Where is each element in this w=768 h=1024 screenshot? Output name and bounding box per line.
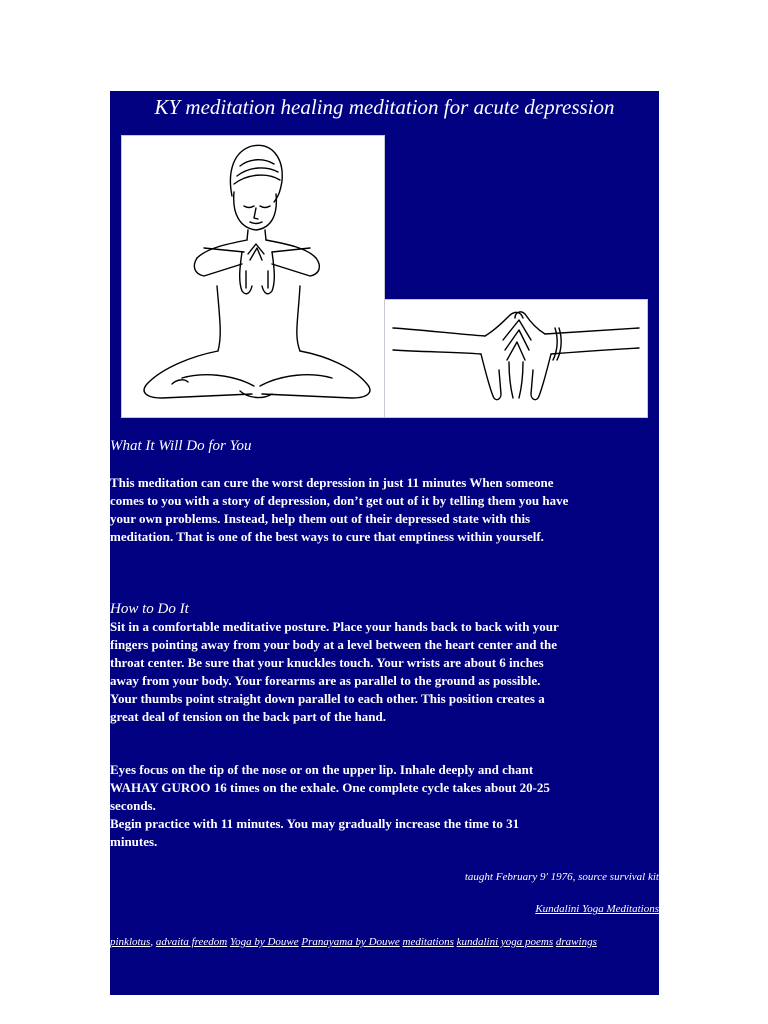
text-line: away from your body. Your forearms are as parallel to the ground as possible. (110, 673, 541, 688)
text-line: WAHAY GUROO 16 times on the exhale. One complete cycle takes about 20-25 (110, 780, 550, 795)
kundalini-yoga-meditations-link[interactable]: Kundalini Yoga Meditations (535, 903, 659, 915)
text-line: your own problems. Instead, help them out of their depressed state with this (110, 511, 531, 526)
text-line: throat center. Be sure that your knuckles touch. Your wrists are about 6 inches (110, 655, 544, 670)
source-credit: taught February 9' 1976, source survival kit (464, 871, 659, 883)
benefits-paragraph (110, 474, 659, 546)
text-line: Sit in a comfortable meditative posture. Place your hands back to back with your (110, 619, 559, 634)
text-line: seconds. (110, 798, 156, 813)
text-line: Begin practice with 11 minutes. You may gradually increase the time to 31 (110, 816, 520, 831)
footer-links: pinklotus, advaita freedom Yoga by Douwe Pranayama by Douwe meditations kundalini yoga poems drawings (110, 936, 597, 948)
text-line: fingers pointing away from your body at a level between the heart center and the (110, 637, 558, 652)
page-title: KY meditation healing meditation for acute depression (154, 95, 615, 119)
section-heading-benefits: What It Will Do for You (110, 438, 252, 454)
text-line: comes to you with a story of depression, don’t get out of it by telling them you have (110, 493, 569, 508)
footer-link-advaita-freedom[interactable]: advaita freedom (155, 936, 228, 948)
section-heading-how-to: How to Do It (110, 601, 189, 617)
instructions-paragraph (110, 618, 659, 726)
text-line: Eyes focus on the tip of the nose or on the upper lip. Inhale deeply and chant (110, 762, 534, 777)
text-line: great deal of tension on the back part of the hand. (110, 709, 387, 724)
hands-mudra-image (384, 299, 648, 418)
text-line: Your thumbs point straight down parallel to each other. This position creates a (110, 691, 545, 706)
text-line: meditation. That is one of the best ways to cure that emptiness within yourself. (110, 529, 544, 544)
footer-link-drawings[interactable]: drawings (555, 936, 597, 948)
footer-link-pinklotus[interactable]: pinklotus (110, 936, 151, 948)
footer-link-kundalini-yoga-poems[interactable]: kundalini yoga poems (456, 936, 554, 948)
meditation-figure-drawing (122, 136, 384, 417)
content-panel (110, 91, 659, 995)
meditation-figure-image (121, 135, 385, 418)
chant-paragraph (110, 761, 659, 851)
text-line: This meditation can cure the worst depression in just 11 minutes When someone (110, 475, 554, 490)
hands-mudra-drawing (385, 300, 647, 417)
footer-link-meditations[interactable]: meditations (402, 936, 454, 948)
text-line: minutes. (110, 834, 158, 849)
footer-link-pranayama-by-douwe[interactable]: Pranayama by Douwe (301, 936, 400, 948)
footer-link-yoga-by-douwe[interactable]: Yoga by Douwe (229, 936, 299, 948)
